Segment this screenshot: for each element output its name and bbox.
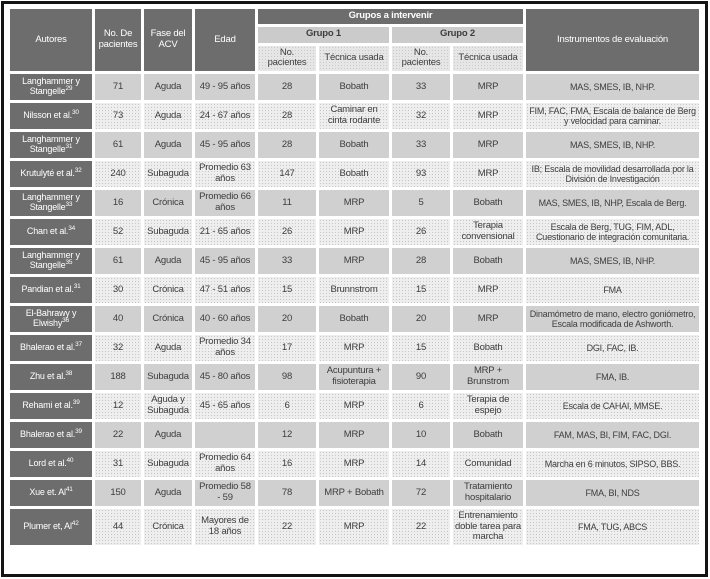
author-name: Krutulyté et al. — [20, 167, 75, 178]
author-cell — [10, 306, 92, 332]
reference-superscript: 40 — [66, 456, 74, 464]
group2-technique-cell: Bobath — [453, 248, 523, 274]
reference-superscript: 32 — [74, 166, 82, 174]
age-cell: 47 - 51 años — [195, 277, 255, 303]
author-cell — [10, 190, 92, 216]
evaluation-instruments-cell: FMA, BI, NDS — [526, 480, 699, 506]
stroke-phase-cell: Crónica — [144, 277, 192, 303]
reference-superscript: 37 — [75, 340, 82, 348]
table-row — [10, 74, 699, 100]
reference-superscript: 36 — [62, 316, 69, 324]
author-name: El-Bahrawy y Elwishy — [25, 307, 77, 328]
group2-technique-cell: Terapia convensional — [453, 219, 523, 245]
patients-count-cell: 150 — [95, 480, 141, 506]
group2-count-cell: 28 — [392, 248, 450, 274]
header-grupo-2: Grupo 2 — [392, 27, 523, 43]
stroke-phase-cell: Crónica — [144, 306, 192, 332]
group2-count-cell: 22 — [392, 509, 450, 545]
author-cell — [10, 277, 92, 303]
patients-count-cell: 22 — [95, 422, 141, 448]
author-name: Chan et al. — [26, 225, 69, 236]
stroke-phase-cell: Aguda y Subaguda — [144, 393, 192, 419]
stroke-phase-cell: Subaguda — [144, 161, 192, 187]
stroke-phase-cell: Aguda — [144, 480, 192, 506]
reference-superscript: 34 — [68, 224, 76, 232]
stroke-phase-cell: Crónica — [144, 509, 192, 545]
stroke-phase-cell: Aguda — [144, 74, 192, 100]
patients-count-cell: 71 — [95, 74, 141, 100]
table-row — [10, 277, 699, 303]
header-g1-tecnica: Técnica usada — [319, 46, 389, 71]
group2-count-cell: 6 — [392, 393, 450, 419]
group1-technique-cell: Bobath — [319, 306, 389, 332]
patients-count-cell: 32 — [95, 335, 141, 361]
table-row — [10, 364, 699, 390]
reference-superscript: 42 — [71, 519, 79, 527]
group2-technique-cell: MRP — [453, 132, 523, 158]
group1-technique-cell: Acupuntura + fisioterapia — [319, 364, 389, 390]
evaluation-instruments-cell: FIM, FAC, FMA, Escala de balance de Berg y velocidad para caminar. — [526, 103, 699, 129]
group1-count-cell: 6 — [258, 393, 316, 419]
author-cell — [10, 161, 92, 187]
stroke-phase-cell: Aguda — [144, 132, 192, 158]
evaluation-instruments-cell: Dinamómetro de mano, electro goniómetro, Escala modificada de Ashworth. — [526, 306, 699, 332]
evaluation-instruments-cell: DGI, FAC, IB. — [526, 335, 699, 361]
author-name: Zhu et al. — [29, 370, 66, 381]
group2-technique-cell: MRP — [453, 103, 523, 129]
header-instrumentos: Instrumentos de evaluación — [526, 9, 699, 71]
evaluation-instruments-cell: MAS, SMES, IB, NHP, Escala de Berg. — [526, 190, 699, 216]
reference-superscript: 29 — [65, 84, 73, 92]
age-cell: Promedio 63 años — [195, 161, 255, 187]
group2-count-cell: 14 — [392, 451, 450, 477]
age-cell: 45 - 95 años — [195, 248, 255, 274]
header-g2-tecnica: Técnica usada — [453, 46, 523, 71]
group2-count-cell: 32 — [392, 103, 450, 129]
table-row — [10, 509, 699, 545]
group1-technique-cell: MRP — [319, 335, 389, 361]
author-name: Bhalerao et al. — [20, 428, 76, 439]
table-row — [10, 161, 699, 187]
reference-superscript: 31 — [65, 142, 73, 150]
group1-technique-cell: MRP — [319, 451, 389, 477]
group1-technique-cell: Caminar en cinta rodante — [319, 103, 389, 129]
group2-technique-cell: Bobath — [453, 335, 523, 361]
reference-superscript: 39 — [72, 398, 80, 406]
table-row — [10, 219, 699, 245]
evaluation-instruments-cell: FMA — [526, 277, 699, 303]
table-row — [10, 132, 699, 158]
author-cell — [10, 132, 92, 158]
author-cell — [10, 248, 92, 274]
age-cell: 45 - 65 años — [195, 393, 255, 419]
author-name: Pandian et al. — [21, 283, 74, 294]
stroke-phase-cell: Subaguda — [144, 451, 192, 477]
group1-technique-cell: Bobath — [319, 132, 389, 158]
patients-count-cell: 240 — [95, 161, 141, 187]
group2-technique-cell: Tratamiento hospitalario — [453, 480, 523, 506]
group2-count-cell: 72 — [392, 480, 450, 506]
evaluation-instruments-cell: FAM, MAS, BI, FIM, FAC, DGI. — [526, 422, 699, 448]
author-cell — [10, 219, 92, 245]
evaluation-instruments-cell: Escala de Berg, TUG, FIM, ADL, Cuestionario de integración comunitaria. — [526, 219, 699, 245]
group1-count-cell: 17 — [258, 335, 316, 361]
author-cell — [10, 422, 92, 448]
table-row — [10, 422, 699, 448]
group2-count-cell: 93 — [392, 161, 450, 187]
group1-count-cell: 26 — [258, 219, 316, 245]
header-fase-acv: Fase del ACV — [144, 9, 192, 71]
patients-count-cell: 188 — [95, 364, 141, 390]
table-header — [10, 9, 699, 71]
reference-superscript: 31 — [73, 282, 81, 290]
author-name: Lord et al. — [28, 457, 67, 468]
age-cell: 45 - 80 años — [195, 364, 255, 390]
evaluation-instruments-cell: IB; Escala de movilidad desarrollada por la División de Investigación — [526, 161, 699, 187]
patients-count-cell: 61 — [95, 132, 141, 158]
group2-technique-cell: MRP — [453, 306, 523, 332]
group1-count-cell: 98 — [258, 364, 316, 390]
author-cell — [10, 509, 92, 545]
group1-count-cell: 28 — [258, 132, 316, 158]
patients-count-cell: 44 — [95, 509, 141, 545]
age-cell: Mayores de 18 años — [195, 509, 255, 545]
age-cell: 24 - 67 años — [195, 103, 255, 129]
reference-superscript: 38 — [65, 369, 73, 377]
author-name: Rehami et al. — [22, 399, 73, 410]
table-row — [10, 480, 699, 506]
evaluation-instruments-cell: Escala de CAHAI, MMSE. — [526, 393, 699, 419]
group1-technique-cell: MRP — [319, 219, 389, 245]
group1-count-cell: 78 — [258, 480, 316, 506]
header-g2-no-pacientes: No. pacientes — [392, 46, 450, 71]
evaluation-instruments-cell: FMA, TUG, ABCS — [526, 509, 699, 545]
author-name: Nilsson et al. — [23, 109, 72, 120]
age-cell: 40 - 60 años — [195, 306, 255, 332]
author-name: Langhammer y Stangelle — [22, 191, 80, 212]
age-cell: 45 - 95 años — [195, 132, 255, 158]
group1-technique-cell: MRP — [319, 393, 389, 419]
reference-superscript: 41 — [65, 485, 73, 493]
patients-count-cell: 40 — [95, 306, 141, 332]
table-frame — [1, 1, 708, 577]
table-row — [10, 248, 699, 274]
author-cell — [10, 74, 92, 100]
group2-count-cell: 10 — [392, 422, 450, 448]
author-cell — [10, 364, 92, 390]
table-row — [10, 451, 699, 477]
evaluation-instruments-cell: FMA, IB. — [526, 364, 699, 390]
table-row — [10, 393, 699, 419]
header-edad: Edad — [195, 9, 255, 71]
group1-count-cell: 12 — [258, 422, 316, 448]
author-cell — [10, 103, 92, 129]
age-cell — [195, 422, 255, 448]
age-cell: 49 - 95 años — [195, 74, 255, 100]
author-cell — [10, 335, 92, 361]
age-cell: Promedio 34 años — [195, 335, 255, 361]
reference-superscript: 35 — [65, 258, 73, 266]
author-cell — [10, 480, 92, 506]
author-cell — [10, 451, 92, 477]
header-grupo-1: Grupo 1 — [258, 27, 389, 43]
table-row — [10, 306, 699, 332]
patients-count-cell: 16 — [95, 190, 141, 216]
stroke-phase-cell: Subaguda — [144, 364, 192, 390]
table-row — [10, 335, 699, 361]
group2-technique-cell: MRP — [453, 161, 523, 187]
group1-count-cell: 28 — [258, 74, 316, 100]
group1-count-cell: 22 — [258, 509, 316, 545]
author-name: Bhalerao et al. — [20, 341, 76, 352]
group2-technique-cell: MRP — [453, 277, 523, 303]
stroke-phase-cell: Aguda — [144, 422, 192, 448]
header-g1-no-pacientes: No. pacientes — [258, 46, 316, 71]
table-row — [10, 190, 699, 216]
patients-count-cell: 52 — [95, 219, 141, 245]
group2-technique-cell: Entrenamiento doble tarea para marcha — [453, 509, 523, 545]
group2-count-cell: 5 — [392, 190, 450, 216]
age-cell: 21 - 65 años — [195, 219, 255, 245]
patients-count-cell: 30 — [95, 277, 141, 303]
group1-technique-cell: Brunnstrom — [319, 277, 389, 303]
author-name: Langhammer y Stangelle — [22, 133, 80, 154]
author-name: Plumer et, Al — [23, 520, 72, 531]
patients-count-cell: 61 — [95, 248, 141, 274]
patients-count-cell: 12 — [95, 393, 141, 419]
table-row — [10, 103, 699, 129]
stroke-phase-cell: Aguda — [144, 248, 192, 274]
group1-technique-cell: MRP + Bobath — [319, 480, 389, 506]
header-grupos-a-intervenir: Grupos a intervenir — [258, 9, 523, 24]
author-name: Langhammer y Stangelle — [22, 249, 80, 270]
age-cell: Promedio 58 - 59 — [195, 480, 255, 506]
group2-technique-cell: Comunidad — [453, 451, 523, 477]
group1-count-cell: 15 — [258, 277, 316, 303]
patients-count-cell: 31 — [95, 451, 141, 477]
studies-table — [7, 6, 702, 548]
group2-technique-cell: MRP — [453, 74, 523, 100]
evaluation-instruments-cell: MAS, SMES, IB, NHP. — [526, 132, 699, 158]
header-autores: Autores — [10, 9, 92, 71]
stroke-phase-cell: Aguda — [144, 335, 192, 361]
age-cell: Promedio 64 años — [195, 451, 255, 477]
evaluation-instruments-cell: MAS, SMES, IB, NHP. — [526, 74, 699, 100]
group1-technique-cell: MRP — [319, 248, 389, 274]
group1-count-cell: 33 — [258, 248, 316, 274]
evaluation-instruments-cell: MAS, SMES, IB, NHP. — [526, 248, 699, 274]
group2-count-cell: 33 — [392, 74, 450, 100]
group2-technique-cell: Terapia de espejo — [453, 393, 523, 419]
reference-superscript: 30 — [71, 108, 79, 116]
group2-count-cell: 15 — [392, 277, 450, 303]
group1-technique-cell: Bobath — [319, 74, 389, 100]
stroke-phase-cell: Aguda — [144, 103, 192, 129]
group1-technique-cell: Bobath — [319, 161, 389, 187]
group1-count-cell: 11 — [258, 190, 316, 216]
reference-superscript: 39 — [75, 427, 82, 435]
header-no-pacientes: No. De pacientes — [95, 9, 141, 71]
author-name: Xue et. Al — [29, 486, 66, 497]
group2-technique-cell: MRP + Brunstrom — [453, 364, 523, 390]
stroke-phase-cell: Crónica — [144, 190, 192, 216]
group1-count-cell: 147 — [258, 161, 316, 187]
table-body — [10, 74, 699, 545]
group1-technique-cell: MRP — [319, 422, 389, 448]
group1-technique-cell: MRP — [319, 509, 389, 545]
group2-count-cell: 20 — [392, 306, 450, 332]
group1-technique-cell: MRP — [319, 190, 389, 216]
stroke-phase-cell: Subaguda — [144, 219, 192, 245]
evaluation-instruments-cell: Marcha en 6 minutos, SIPSO, BBS. — [526, 451, 699, 477]
group1-count-cell: 20 — [258, 306, 316, 332]
group2-count-cell: 90 — [392, 364, 450, 390]
group1-count-cell: 16 — [258, 451, 316, 477]
patients-count-cell: 73 — [95, 103, 141, 129]
group2-count-cell: 33 — [392, 132, 450, 158]
author-cell — [10, 393, 92, 419]
group2-count-cell: 26 — [392, 219, 450, 245]
group2-technique-cell: Bobath — [453, 190, 523, 216]
age-cell: Promedio 66 años — [195, 190, 255, 216]
reference-superscript: 33 — [65, 200, 73, 208]
group2-technique-cell: Bobath — [453, 422, 523, 448]
author-name: Langhammer y Stangelle — [22, 75, 80, 96]
group2-count-cell: 15 — [392, 335, 450, 361]
group1-count-cell: 28 — [258, 103, 316, 129]
